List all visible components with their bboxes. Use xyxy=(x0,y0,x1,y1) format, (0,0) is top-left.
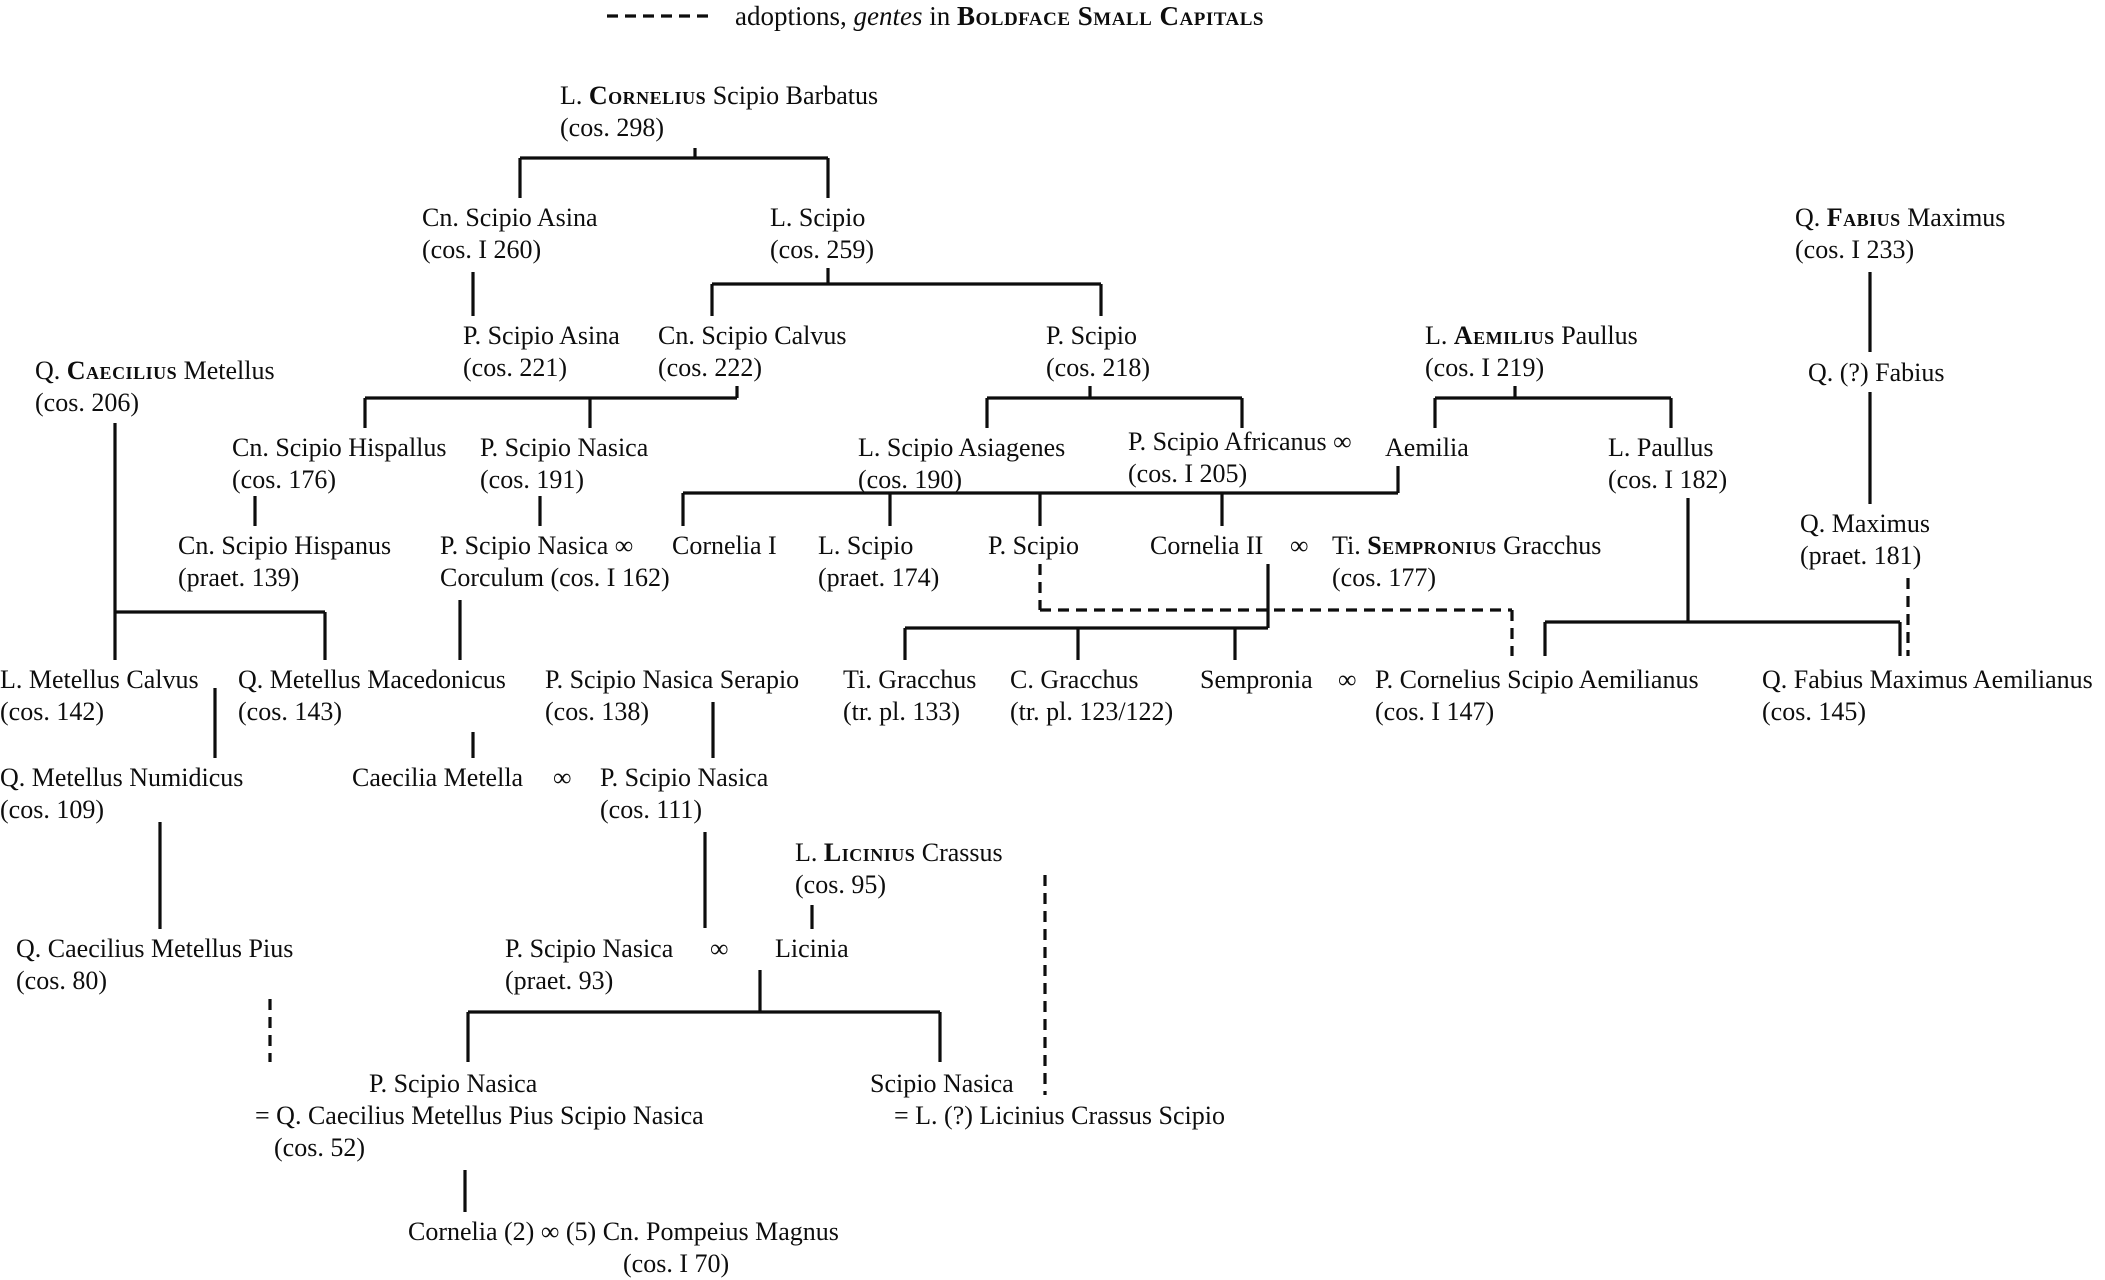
label-text: (cos. 145) xyxy=(1762,697,1866,726)
person-node-corculum xyxy=(440,530,670,594)
node-line xyxy=(1046,320,1150,352)
person-node-macedonicus xyxy=(238,664,506,728)
person-node-lscipio259 xyxy=(770,202,874,266)
person-node-licinius-crassus xyxy=(795,837,1003,901)
node-line xyxy=(232,464,447,496)
node-line xyxy=(480,432,648,464)
node-line xyxy=(1010,664,1173,696)
person-node-nasica111 xyxy=(600,762,768,826)
node-line xyxy=(1046,352,1150,384)
person-node-ti-gracchus133 xyxy=(843,664,976,728)
node-line xyxy=(422,202,598,234)
label-text: Boldface Small Capitals xyxy=(957,1,1264,31)
node-line xyxy=(623,1248,839,1280)
person-node-metellus-scipio xyxy=(255,1068,704,1164)
person-node-qmaximus xyxy=(1800,508,1930,572)
node-line xyxy=(775,933,849,965)
label-text: Scipio Nasica xyxy=(870,1069,1014,1098)
label-text: Q. (?) Fabius xyxy=(1808,358,1945,387)
node-line xyxy=(1608,432,1727,464)
label-text: Cornelia II xyxy=(1150,531,1264,560)
label-text: Aemilius xyxy=(1453,321,1555,350)
label-text: L. Scipio xyxy=(818,531,914,560)
node-line xyxy=(1425,352,1638,384)
node-line xyxy=(369,1068,704,1100)
label-text: Scipio Barbatus xyxy=(706,81,879,110)
label-text: Licinius xyxy=(823,838,916,867)
node-line xyxy=(1128,458,1352,490)
label-text: Caecilius xyxy=(66,356,178,385)
label-text: P. Scipio xyxy=(988,531,1080,560)
node-line xyxy=(710,933,729,965)
node-line xyxy=(1375,664,1699,696)
label-text: (praet. 181) xyxy=(1800,541,1922,570)
label-text: Fabius xyxy=(1826,203,1901,232)
node-line xyxy=(545,696,799,728)
node-line xyxy=(1808,357,1944,389)
label-text: (cos. 177) xyxy=(1332,563,1436,592)
label-text: (cos. I 260) xyxy=(422,235,542,264)
label-text: P. Scipio Nasica xyxy=(505,934,674,963)
label-text: Cn. Scipio Hispallus xyxy=(232,433,447,462)
label-text: Sempronia xyxy=(1200,665,1313,694)
person-node-nasica-praet93 xyxy=(505,933,673,997)
node-line xyxy=(274,1132,704,1164)
person-node-pscipio-augur xyxy=(988,530,1079,562)
node-line xyxy=(1010,696,1173,728)
person-node-calvus xyxy=(658,320,847,384)
person-node-asina2 xyxy=(463,320,620,384)
label-text: L. Scipio Asiagenes xyxy=(858,433,1066,462)
person-node-c-gracchus xyxy=(1010,664,1173,728)
person-node-metellus-pius xyxy=(16,933,293,997)
label-text: (cos. 111) xyxy=(600,795,703,824)
person-node-serapio xyxy=(545,664,799,728)
node-line xyxy=(858,432,1065,464)
node-line xyxy=(238,696,506,728)
node-line xyxy=(1425,320,1638,352)
person-node-aemilia xyxy=(1385,432,1469,464)
label-text: Licinia xyxy=(775,934,849,963)
node-line xyxy=(422,234,598,266)
label-text: L. Paullus xyxy=(1608,433,1714,462)
node-line xyxy=(1332,530,1601,562)
label-text: Q. Fabius Maximus Aemilianus xyxy=(1762,665,2093,694)
person-node-africanus xyxy=(1128,426,1352,490)
label-text: (praet. 174) xyxy=(818,563,940,592)
label-text: (cos. 206) xyxy=(35,388,139,417)
node-line xyxy=(0,794,243,826)
label-text: (tr. pl. 133) xyxy=(843,697,960,726)
node-line xyxy=(408,1216,839,1248)
node-line xyxy=(843,696,976,728)
node-line xyxy=(770,234,874,266)
label-text: Maximus xyxy=(1900,203,2006,232)
node-line xyxy=(894,1100,1225,1132)
person-node-asiagenes xyxy=(858,432,1065,496)
node-line xyxy=(1762,664,2093,696)
label-text: = Q. Caecilius Metellus Pius Scipio Nasica xyxy=(255,1101,704,1130)
label-text: (cos. I 205) xyxy=(1128,459,1248,488)
person-node-cornelia2 xyxy=(1150,530,1263,562)
node-line xyxy=(35,355,275,387)
node-line xyxy=(178,530,391,562)
label-text: Q. Metellus Numidicus xyxy=(0,763,244,792)
person-node-cornelia-pompey xyxy=(408,1216,839,1280)
label-text: Paullus xyxy=(1554,321,1638,350)
node-line xyxy=(672,530,777,562)
person-node-fabius-maximus xyxy=(1795,202,2005,266)
label-text: ∞ xyxy=(710,934,729,963)
node-line xyxy=(505,933,673,965)
person-node-fabius-aemilianus xyxy=(1762,664,2093,728)
label-text: (cos. 52) xyxy=(274,1133,365,1162)
node-line xyxy=(600,794,768,826)
label-text: Cn. Scipio Calvus xyxy=(658,321,847,350)
label-text: Caecilia Metella xyxy=(352,763,524,792)
label-text: Aemilia xyxy=(1385,433,1469,462)
node-line xyxy=(1608,464,1727,496)
marriage-symbol-m-sempronia xyxy=(1338,664,1357,696)
node-line xyxy=(16,965,293,997)
label-text: Q. Maximus xyxy=(1800,509,1930,538)
node-line xyxy=(505,965,673,997)
person-node-metellus-calvus xyxy=(0,664,199,728)
label-text: gentes xyxy=(853,1,923,31)
node-line xyxy=(16,933,293,965)
node-line xyxy=(238,664,506,696)
node-line xyxy=(1200,664,1313,696)
label-text: = L. (?) Licinius Crassus Scipio xyxy=(894,1101,1225,1130)
label-text: in xyxy=(922,1,957,31)
label-text: (cos. I 182) xyxy=(1608,465,1728,494)
person-node-caecilia xyxy=(352,762,523,794)
node-line xyxy=(1338,664,1357,696)
node-line xyxy=(1332,562,1601,594)
node-line xyxy=(1375,696,1699,728)
node-line xyxy=(560,80,878,112)
label-text: Corculum (cos. I 162) xyxy=(440,563,670,592)
label-text: adoptions, xyxy=(735,1,854,31)
person-node-cornelia1 xyxy=(672,530,777,562)
label-text: P. Scipio Africanus ∞ xyxy=(1128,427,1352,456)
person-node-crassus-scipio xyxy=(870,1068,1225,1132)
node-line xyxy=(1800,540,1930,572)
label-text: L. Metellus Calvus xyxy=(0,665,199,694)
node-line xyxy=(463,320,620,352)
label-text: Cn. Scipio Asina xyxy=(422,203,598,232)
label-text: (cos. 190) xyxy=(858,465,962,494)
node-line xyxy=(232,432,447,464)
label-text: P. Scipio xyxy=(1046,321,1138,350)
node-line xyxy=(255,1100,704,1132)
label-text: (cos. I 70) xyxy=(623,1249,730,1278)
label-text: (cos. 109) xyxy=(0,795,104,824)
label-text: (cos. 222) xyxy=(658,353,762,382)
person-node-qfabius xyxy=(1808,357,1944,389)
label-text: (cos. 218) xyxy=(1046,353,1150,382)
node-line xyxy=(1795,202,2005,234)
person-node-numidicus xyxy=(0,762,243,826)
label-text: Ti. Gracchus xyxy=(843,665,977,694)
node-line xyxy=(35,387,275,419)
label-text: Q. Caecilius Metellus Pius xyxy=(16,934,294,963)
label-text: Q. Metellus Macedonicus xyxy=(238,665,506,694)
person-node-asina1 xyxy=(422,202,598,266)
label-text: Gracchus xyxy=(1496,531,1602,560)
node-line xyxy=(858,464,1065,496)
label-text: P. Cornelius Scipio Aemilianus xyxy=(1375,665,1699,694)
label-text: Cornelia I xyxy=(672,531,777,560)
person-node-hispallus xyxy=(232,432,447,496)
person-node-ti-gracchus-cos177 xyxy=(1332,530,1601,594)
label-text: (tr. pl. 123/122) xyxy=(1010,697,1174,726)
label-text: Q. xyxy=(1795,203,1827,232)
label-text: P. Scipio Nasica Serapio xyxy=(545,665,800,694)
node-line xyxy=(0,664,199,696)
node-line xyxy=(600,762,768,794)
node-line xyxy=(0,762,243,794)
node-line xyxy=(1385,432,1469,464)
person-node-sempronia xyxy=(1200,664,1313,696)
node-line xyxy=(0,696,199,728)
label-text: Cn. Scipio Hispanus xyxy=(178,531,392,560)
label-text: P. Scipio Asina xyxy=(463,321,620,350)
node-line xyxy=(843,664,976,696)
label-text: L. xyxy=(560,81,589,110)
node-line xyxy=(770,202,874,234)
node-line xyxy=(658,352,847,384)
label-text: (cos. 176) xyxy=(232,465,336,494)
label-text: Sempronius xyxy=(1367,531,1497,560)
label-text: Ti. xyxy=(1332,531,1368,560)
node-line xyxy=(988,530,1079,562)
node-line xyxy=(795,837,1003,869)
label-text: (cos. 95) xyxy=(795,870,886,899)
label-text: (cos. I 147) xyxy=(1375,697,1495,726)
label-text: L. Scipio xyxy=(770,203,866,232)
node-line xyxy=(1795,234,2005,266)
label-text: ∞ xyxy=(1338,665,1357,694)
marriage-symbol-m-licinia xyxy=(710,933,729,965)
label-text: (cos. 298) xyxy=(560,113,664,142)
person-node-barbatus xyxy=(560,80,878,144)
person-node-lscipio174 xyxy=(818,530,939,594)
label-text: (cos. 138) xyxy=(545,697,649,726)
label-text: L. xyxy=(1425,321,1454,350)
label-text: P. Scipio Nasica xyxy=(600,763,769,792)
label-text: Cornelia (2) ∞ (5) Cn. Pompeius Magnus xyxy=(408,1217,839,1246)
label-text: (cos. 259) xyxy=(770,235,874,264)
node-line xyxy=(463,352,620,384)
person-node-aemilius-paullus xyxy=(1425,320,1638,384)
marriage-symbol-m-caecilia xyxy=(553,762,572,794)
node-line xyxy=(553,762,572,794)
label-text: (cos. 80) xyxy=(16,966,107,995)
node-line xyxy=(1128,426,1352,458)
label-text: P. Scipio Nasica ∞ xyxy=(440,531,634,560)
node-line xyxy=(870,1068,1225,1100)
person-node-pscipio218 xyxy=(1046,320,1150,384)
person-node-aemilianus xyxy=(1375,664,1699,728)
label-text: P. Scipio Nasica xyxy=(480,433,649,462)
node-line xyxy=(818,530,939,562)
node-line xyxy=(480,464,648,496)
person-node-licinia xyxy=(775,933,849,965)
label-text: (cos. I 219) xyxy=(1425,353,1545,382)
person-node-hispanus xyxy=(178,530,391,594)
label-text: (cos. I 233) xyxy=(1795,235,1915,264)
marriage-symbol-m-gracchus xyxy=(1290,530,1309,562)
legend-caption xyxy=(735,0,1264,32)
label-text: (cos. 143) xyxy=(238,697,342,726)
label-text: ∞ xyxy=(1290,531,1309,560)
node-line xyxy=(440,562,670,594)
node-line xyxy=(352,762,523,794)
node-line xyxy=(658,320,847,352)
person-node-lpaullus xyxy=(1608,432,1727,496)
label-text: (cos. 191) xyxy=(480,465,584,494)
label-text: ∞ xyxy=(553,763,572,792)
person-node-nasica191 xyxy=(480,432,648,496)
node-line xyxy=(795,869,1003,901)
label-text: (cos. 142) xyxy=(0,697,104,726)
node-line xyxy=(1290,530,1309,562)
node-line xyxy=(1800,508,1930,540)
label-text: L. xyxy=(795,838,824,867)
label-text: Crassus xyxy=(915,838,1003,867)
person-node-caecilius206 xyxy=(35,355,275,419)
label-text: P. Scipio Nasica xyxy=(369,1069,538,1098)
node-line xyxy=(178,562,391,594)
node-line xyxy=(1150,530,1263,562)
node-line xyxy=(440,530,670,562)
label-text: (praet. 93) xyxy=(505,966,614,995)
node-line xyxy=(818,562,939,594)
node-line xyxy=(545,664,799,696)
label-text: (praet. 139) xyxy=(178,563,300,592)
label-text: Q. xyxy=(35,356,67,385)
label-text: Cornelius xyxy=(588,81,707,110)
label-text: C. Gracchus xyxy=(1010,665,1139,694)
label-text: (cos. 221) xyxy=(463,353,567,382)
node-line xyxy=(560,112,878,144)
label-text: Metellus xyxy=(177,356,275,385)
node-line xyxy=(1762,696,2093,728)
